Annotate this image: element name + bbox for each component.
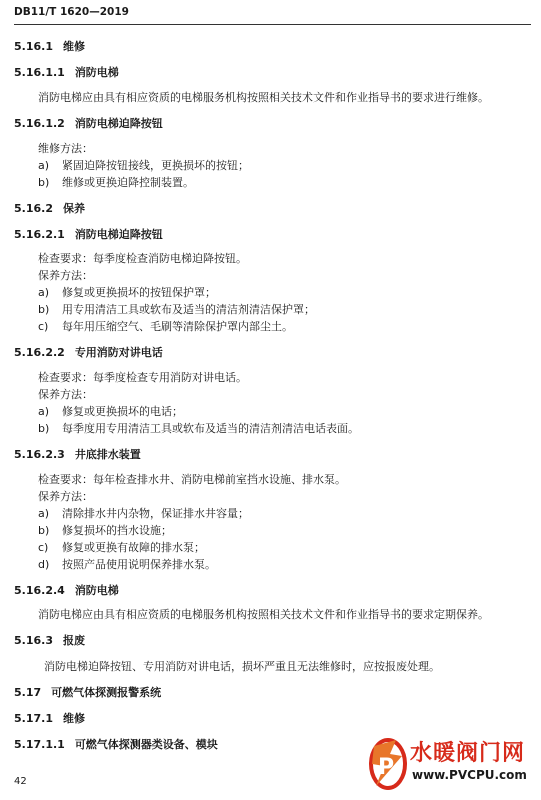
paragraph: 保养方法：	[38, 388, 93, 401]
paragraph: 检查要求：每年检查排水井、消防电梯前室挡水设施、排水泵。	[38, 473, 346, 486]
list-item: a) 修复或更换损坏的电话；	[38, 405, 183, 418]
list-item: a) 清除排水井内杂物，保证排水井容量；	[38, 507, 249, 520]
section-heading: 5.16.3 报废	[14, 634, 85, 647]
list-item: c) 每年用压缩空气、毛刷等清除保护罩内部尘土。	[38, 320, 293, 333]
watermark-title: 水暖阀门网	[410, 741, 526, 766]
list-item: b) 修复损坏的挡水设施；	[38, 524, 172, 537]
list-item: a) 紧固迫降按钮接线，更换损坏的按钮；	[38, 159, 249, 172]
list-item: a) 修复或更换损坏的按钮保护罩；	[38, 286, 216, 299]
section-heading: 5.16.2.3 井底排水装置	[14, 448, 141, 461]
list-item: d) 按照产品使用说明保养排水泵。	[38, 558, 216, 571]
paragraph: 保养方法：	[38, 490, 93, 503]
section-heading: 5.16.2.4 消防电梯	[14, 584, 119, 597]
valve-logo-icon	[366, 734, 410, 796]
watermark-url: www.PVCPU.com	[412, 768, 527, 782]
section-heading: 5.17.1.1 可燃气体探测器类设备、模块	[14, 738, 218, 751]
list-item: c) 修复或更换有故障的排水泵；	[38, 541, 205, 554]
section-heading: 5.17 可燃气体探测报警系统	[14, 686, 162, 699]
section-heading: 5.16.2.2 专用消防对讲电话	[14, 346, 163, 359]
section-heading: 5.16.2 保养	[14, 202, 85, 215]
list-item: b) 每季度用专用清洁工具或软布及适当的清洁剂清洁电话表面。	[38, 422, 359, 435]
page-number: 42	[14, 776, 27, 787]
section-heading: 5.16.1 维修	[14, 40, 85, 53]
paragraph: 维修方法：	[38, 142, 93, 155]
paragraph: 检查要求：每季度检查消防电梯迫降按钮。	[38, 252, 247, 265]
header-rule	[14, 24, 531, 25]
paragraph: 消防电梯迫降按钮、专用消防对讲电话，损坏严重且无法维修时，应按报废处理。	[44, 660, 440, 673]
section-heading: 5.16.1.1 消防电梯	[14, 66, 119, 79]
svg-text:P: P	[378, 755, 395, 780]
paragraph: 检查要求：每季度检查专用消防对讲电话。	[38, 371, 247, 384]
list-item: b) 维修或更换迫降控制装置。	[38, 176, 194, 189]
section-heading: 5.16.1.2 消防电梯迫降按钮	[14, 117, 163, 130]
paragraph: 保养方法：	[38, 269, 93, 282]
section-heading: 5.17.1 维修	[14, 712, 85, 725]
paragraph: 消防电梯应由具有相应资质的电梯服务机构按照相关技术文件和作业指导书的要求定期保养。	[38, 608, 489, 621]
section-heading: 5.16.2.1 消防电梯迫降按钮	[14, 228, 163, 241]
paragraph: 消防电梯应由具有相应资质的电梯服务机构按照相关技术文件和作业指导书的要求进行维修。	[38, 91, 489, 104]
list-item: b) 用专用清洁工具或软布及适当的清洁剂清洁保护罩；	[38, 303, 315, 316]
watermark	[366, 730, 541, 800]
document-id: DB11/T 1620—2019	[14, 6, 129, 18]
